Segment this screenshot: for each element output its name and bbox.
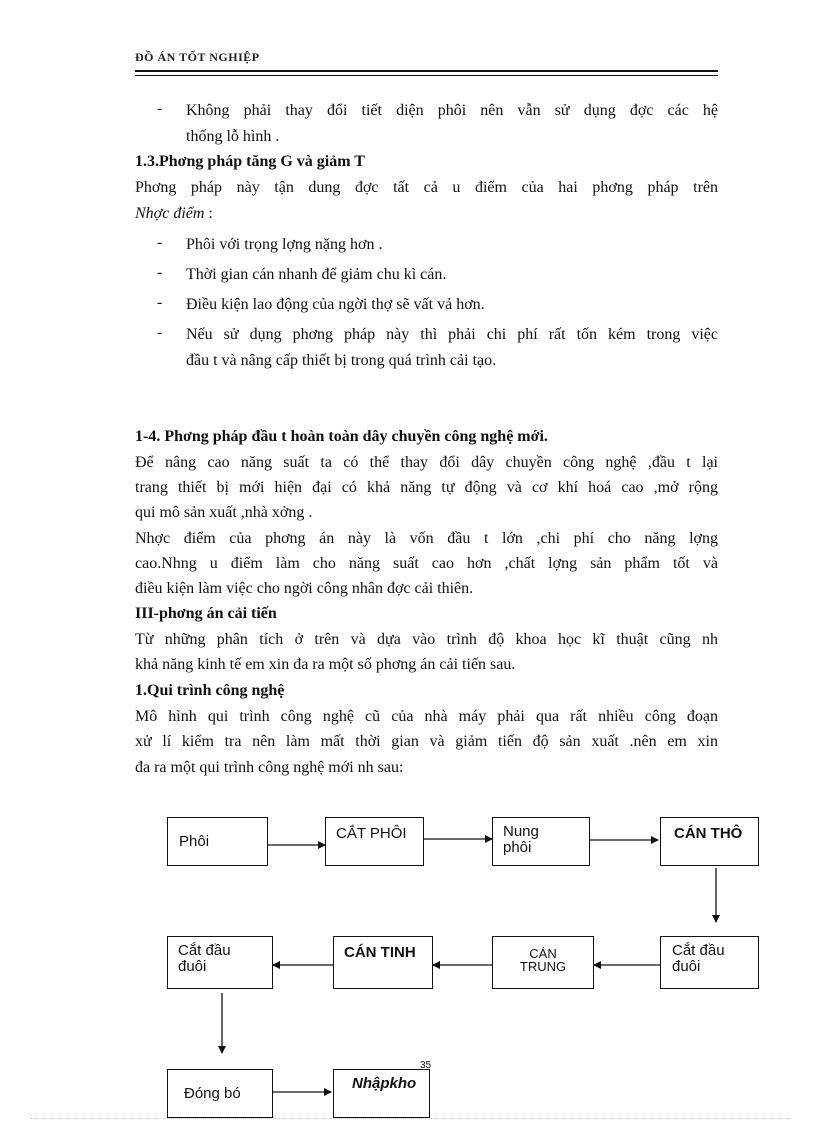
bullet-text-line: đầu t và nâng cấp thiết bị trong quá trình cải tạo. xyxy=(186,352,497,369)
paragraph-line: xử lí kiểm tra nên làm mất thời gian và giảm tiến độ sản xuất .nên em xin xyxy=(135,733,718,750)
flow-node-can-tho: CÁN THÔ xyxy=(660,817,759,866)
paragraph-line: cao.Nhng u điểm làm cho năng suất cao hơn ,chất lợng sản phẩm tốt và xyxy=(135,555,718,572)
paragraph-line: Từ những phân tích ở trên và dựa vào trình độ khoa học kĩ thuật cũng nh xyxy=(135,631,718,648)
flow-node-nung-phoi: Nung phôi xyxy=(492,817,590,866)
section-heading-1-4: 1-4. Phơng pháp đầu t hoàn toàn dây chuyền công nghệ mới. xyxy=(135,428,548,445)
bullet-marker: - xyxy=(157,294,163,311)
section-heading-1-3: 1.3.Phơng pháp tăng G và giảm T xyxy=(135,153,365,170)
paragraph-line: trang thiết bị mới hiện đại có khả năng tự động và cơ khí hoá cao ,mở rộng xyxy=(135,479,718,496)
flow-node-phoi: Phôi xyxy=(167,817,268,866)
paragraph-line: Để nâng cao năng suất ta có thể thay đổi dây chuyền công nghệ ,đầu t lại xyxy=(135,454,718,471)
drawback-colon: : xyxy=(204,205,213,222)
flow-node-cat-phoi: CẮT PHÔI xyxy=(325,817,424,866)
bullet-text-line: Thời gian cán nhanh để giảm chu kì cán. xyxy=(186,266,447,283)
bullet-text-line: Phôi với trọng lợng nặng hơn . xyxy=(186,236,383,253)
flow-node-can-trung: CÁN TRUNG xyxy=(492,936,594,989)
paragraph-line: qui mô sản xuất ,nhà xởng . xyxy=(135,504,313,521)
bullet-marker: - xyxy=(157,234,163,251)
bullet-marker: - xyxy=(157,264,163,281)
flow-node-nhap-kho: Nhậpkho xyxy=(333,1069,430,1118)
flow-node-cat-dau-duoi-2: Cắt đầu đuôi xyxy=(167,936,273,989)
paragraph-line: đa ra một qui trình công nghệ mới nh sau: xyxy=(135,759,404,776)
bullet-marker: - xyxy=(157,324,163,341)
section-heading-qui-trinh: 1.Qui trình công nghệ xyxy=(135,682,285,699)
paragraph-line: điều kiện làm việc cho ngời công nhân đợc cải thiên. xyxy=(135,580,474,597)
footer-divider xyxy=(30,1118,790,1119)
section-heading-iii: III-phơng án cải tiến xyxy=(135,605,277,622)
bullet-text-line: thống lỗ hình . xyxy=(186,128,280,145)
page-number: 35 xyxy=(420,1060,432,1071)
paragraph-line: khả năng kinh tế em xin đa ra một số phơng án cải tiến sau. xyxy=(135,656,516,673)
bullet-text-line: Điều kiện lao động của ngời thợ sẽ vất vả hơn. xyxy=(186,296,485,313)
bullet-text-line: Không phải thay đổi tiết diện phôi nên vẫn sử dụng đợc các hệ xyxy=(186,102,718,119)
paragraph-line: Mô hình qui trình công nghệ cũ của nhà máy phải qua rất nhiều công đoạn xyxy=(135,708,718,725)
page-header: ĐỒ ÁN TỐT NGHIỆP xyxy=(135,50,260,64)
flow-node-cat-dau-duoi-1: Cắt đầu đuôi xyxy=(660,936,759,989)
flow-node-can-tinh: CÁN TINH xyxy=(333,936,433,989)
bullet-text-line: Nếu sử dụng phơng pháp này thì phải chi phí rất tốn kém trong việc xyxy=(186,326,718,343)
drawback-label: Nhợc điểm xyxy=(135,205,205,222)
bullet-marker: - xyxy=(157,100,163,117)
paragraph-line: Nhợc điểm của phơng án này là vốn đầu t lớn ,chi phí cho năng lợng xyxy=(135,530,718,547)
flow-node-dong-bo: Đóng bó xyxy=(167,1069,273,1118)
paragraph-line: Phơng pháp này tận dung đợc tất cả u điểm của hai phơng pháp trên xyxy=(135,179,718,196)
